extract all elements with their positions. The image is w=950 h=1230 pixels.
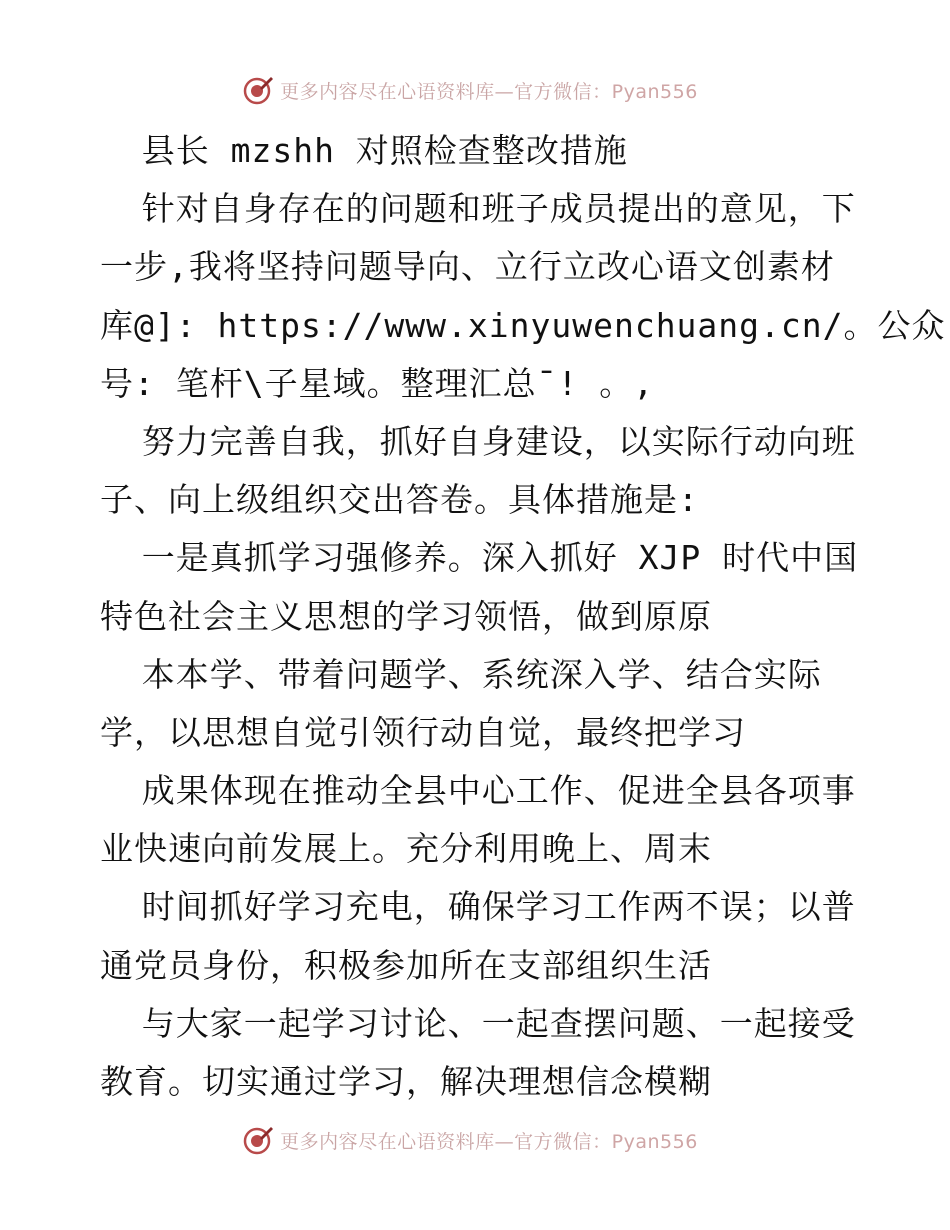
document-title: 县长 mzshh 对照检查整改措施 [100,131,628,170]
document-body [100,122,946,1111]
text-line: 号: 笔杆\子星域。整理汇总¯! 。, [100,363,655,403]
text-line: 教育。切实通过学习，解决理想信念模糊 [100,1062,712,1101]
text-line: 与大家一起学习讨论、一起查摆问题、一起接受 [100,1003,856,1043]
pen-logo-icon [242,1124,274,1156]
text-line: 特色社会主义思想的学习领悟，做到原原 [100,596,712,636]
text-line: 一步,我将坚持问题导向、立行立改心语文创素材 [100,247,835,287]
text-line: 一是真抓学习强修养。深入抓好 XJP 时代中国 [100,538,859,578]
watermark-text: 更多内容尽在心语资料库—官方微信：Pyan556 [280,1130,698,1153]
watermark-header [0,70,950,110]
text-line: 库@]: https://www.xinyuwenchuang.cn/。公众 [100,305,946,345]
watermark-footer [0,1120,950,1160]
text-line: 子、向上级组织交出答卷。具体措施是: [100,480,699,520]
text-line: 成果体现在推动全县中心工作、促进全县各项事 [100,771,856,811]
text-line: 针对自身存在的问题和班子成员提出的意见，下 [100,189,856,229]
text-line: 本本学、带着问题学、系统深入学、结合实际 [100,654,822,694]
text-line: 学，以思想自觉引领行动自觉，最终把学习 [100,712,746,752]
watermark-text: 更多内容尽在心语资料库—官方微信：Pyan556 [280,80,698,103]
text-line: 业快速向前发展上。充分利用晚上、周末 [100,829,712,869]
text-line: 时间抓好学习充电，确保学习工作两不误；以普 [100,887,856,927]
pen-logo-icon [242,74,274,106]
text-line: 努力完善自我，抓好自身建设，以实际行动向班 [100,421,856,461]
text-line: 通党员身份，积极参加所在支部组织生活 [100,945,712,985]
